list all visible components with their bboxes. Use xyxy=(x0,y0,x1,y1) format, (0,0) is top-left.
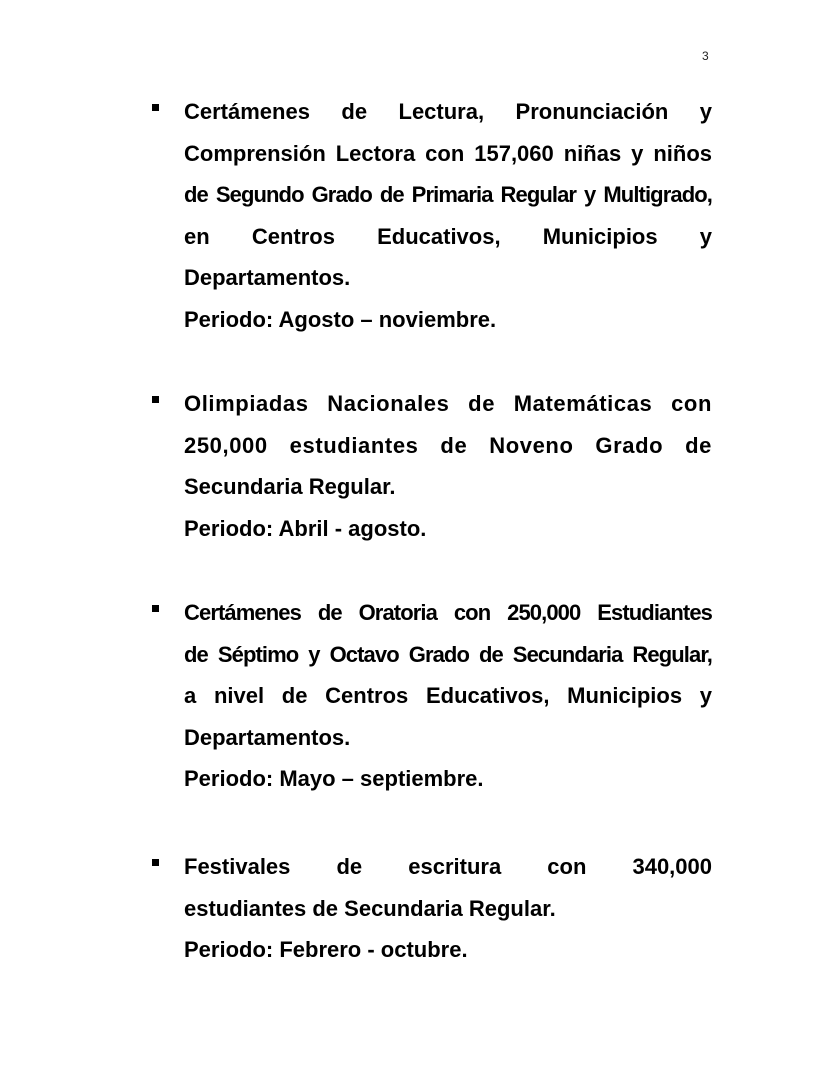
list-item-text xyxy=(184,91,712,340)
text-line: de Segundo Grado de Primaria Regular y Multigrado, xyxy=(184,182,712,207)
list-item-text xyxy=(184,383,712,549)
page-number: 3 xyxy=(702,49,709,63)
text-line: Olimpiadas Nacionales de Matemáticas con xyxy=(184,391,712,416)
text-line: a nivel de Centros Educativos, Municipios y xyxy=(184,683,712,708)
text-line: Certámenes de Oratoria con 250,000 Estudiantes xyxy=(184,600,712,625)
square-bullet-icon xyxy=(152,605,159,612)
list-item-escritura xyxy=(152,846,712,971)
period-text: Periodo: Mayo – septiembre. xyxy=(184,766,484,791)
text-line: Departamentos. xyxy=(184,724,351,750)
period-text: Periodo: Febrero - octubre. xyxy=(184,937,468,962)
text-line: de Séptimo y Octavo Grado de Secundaria Regular, xyxy=(184,641,712,667)
text-line: estudiantes de Secundaria Regular. xyxy=(184,895,556,921)
text-line: Departamentos. xyxy=(184,265,351,290)
square-bullet-icon xyxy=(152,104,159,111)
text-line: Secundaria Regular. xyxy=(184,474,396,499)
list-item-text xyxy=(184,592,712,800)
period-text: Periodo: Agosto – noviembre. xyxy=(184,306,497,332)
list-item-oratoria xyxy=(152,592,712,800)
text-line: en Centros Educativos, Municipios y xyxy=(184,223,712,249)
square-bullet-icon xyxy=(152,396,159,403)
period-text: Periodo: Abril - agosto. xyxy=(184,515,427,541)
list-item-lectura xyxy=(152,91,712,340)
text-line: Comprensión Lectora con 157,060 niñas y niños xyxy=(184,140,712,166)
text-line: Festivales de escritura con 340,000 xyxy=(184,854,712,879)
square-bullet-icon xyxy=(152,859,159,866)
list-item-matematicas xyxy=(152,383,712,549)
text-line: 250,000 estudiantes de Noveno Grado de xyxy=(184,432,712,458)
text-line: Certámenes de Lectura, Pronunciación y xyxy=(184,99,712,124)
list-item-text xyxy=(184,846,712,971)
